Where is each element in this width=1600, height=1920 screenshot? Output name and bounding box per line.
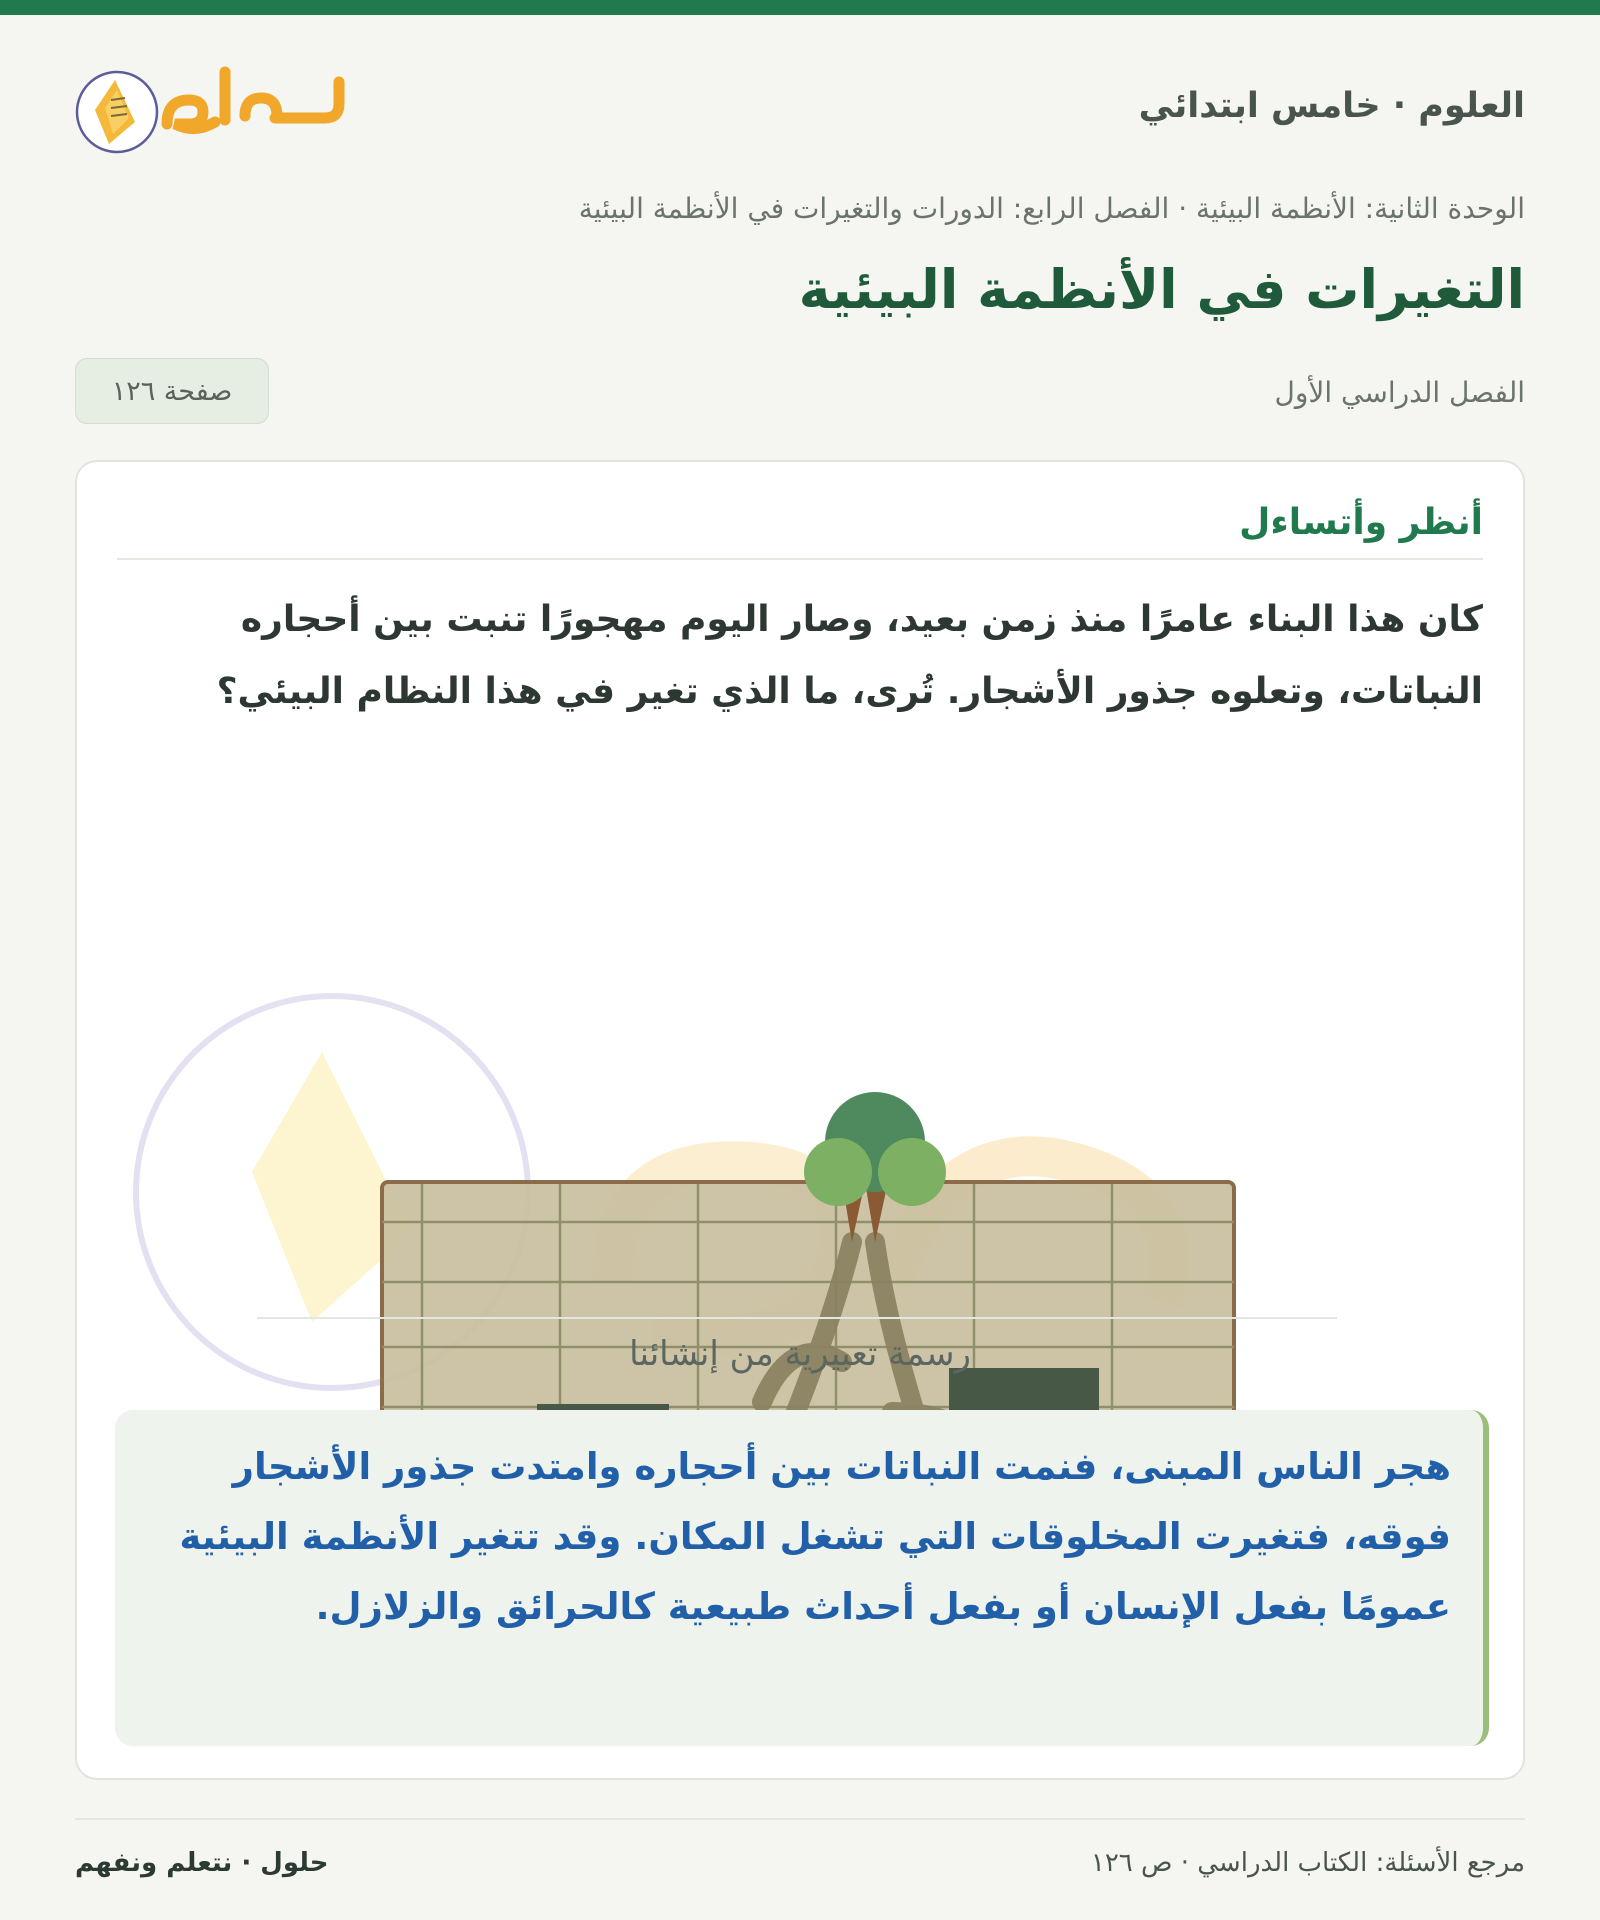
lesson-card — [75, 460, 1525, 1780]
hulul-logo[interactable] — [39, 37, 345, 162]
abandoned-building-illustration — [132, 762, 1472, 1502]
answer-box — [115, 1410, 1489, 1746]
page-number-text: صفحة ١٢٦ — [111, 375, 233, 407]
semester-label: الفصل الدراسي الأول — [1274, 376, 1525, 409]
figure-divider — [257, 1317, 1337, 1319]
section-title: أنظر وأتساءل — [1239, 502, 1483, 543]
footer-brand: حلول · نتعلم ونفهم — [75, 1848, 329, 1878]
answer-text: هجر الناس المبنى، فنمت النباتات بين أحجاره وامتدت جذور الأشجار فوقه، فتغيرت المخلوقات التي تشغل المكان. وقد تتغير الأنظمة البيئية عمومًا بفعل الإنسان أو بفعل أحداث طبيعية كالحرائق والزلازل. — [179, 1445, 1451, 1628]
subject-label: العلوم · خامس ابتدائي — [1138, 86, 1525, 126]
top-accent-bar — [0, 0, 1600, 15]
breadcrumb: الوحدة الثانية: الأنظمة البيئية · الفصل الرابع: الدورات والتغيرات في الأنظمة البيئية — [578, 192, 1525, 225]
page-title: التغيرات في الأنظمة البيئية — [798, 258, 1525, 321]
page-header — [39, 37, 1525, 162]
page-number-badge — [75, 358, 269, 424]
logo-mark-icon — [39, 37, 345, 162]
footer-reference: مرجع الأسئلة: الكتاب الدراسي · ص ١٢٦ — [1090, 1848, 1525, 1878]
section-divider — [117, 558, 1483, 560]
footer-divider — [75, 1818, 1525, 1820]
figure-caption: رسمة تعبيرية من إنشائنا — [629, 1334, 971, 1374]
question-text: كان هذا البناء عامرًا منذ زمن بعيد، وصار اليوم مهجورًا تنبت بين أحجاره النباتات، وتعلوه جذور الأشجار. تُرى، ما الذي تغير في هذا النظام البيئي؟ — [216, 599, 1483, 712]
logo-text: حلول — [39, 37, 75, 56]
